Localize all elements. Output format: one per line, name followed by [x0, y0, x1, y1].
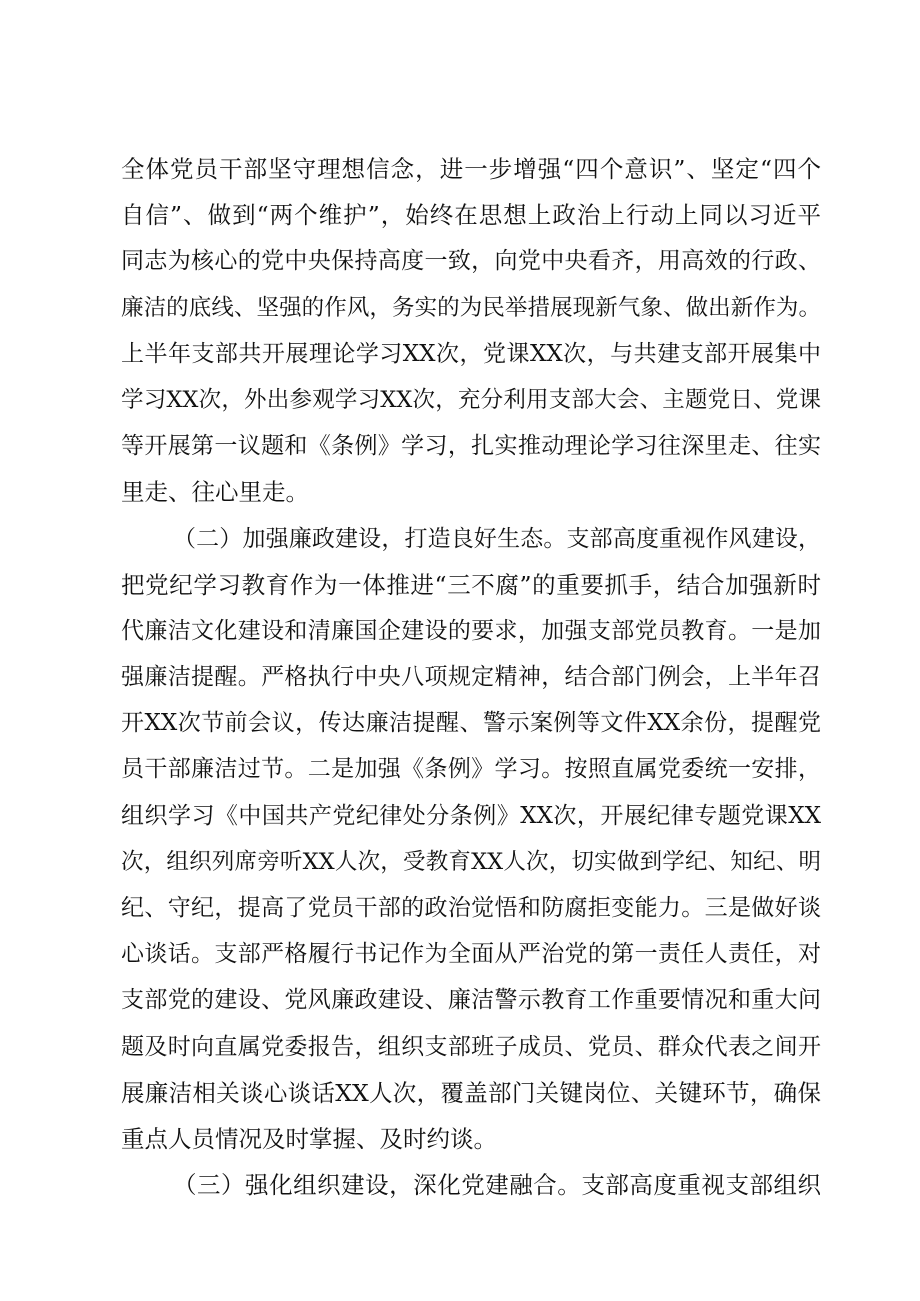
text-line: 心谈话。支部严格履行书记作为全面从严治党的第一责任人责任，对 — [121, 941, 821, 968]
document-body — [121, 146, 821, 1208]
text-line: 支部党的建设、党风廉政建设、廉洁警示教育工作重要情况和重大问 — [121, 987, 821, 1014]
text-line: 重点人员情况及时掌握、及时约谈。 — [121, 1124, 497, 1153]
text-line: 同志为核心的党中央保持高度一致，向党中央看齐，用高效的行政、 — [121, 248, 821, 275]
text-line: 代廉洁文化建设和清廉国企建设的要求，加强支部党员教育。一是加 — [121, 617, 821, 644]
text-line: 组织学习《中国共产党纪律处分条例》XX次，开展纪律专题党课XX — [121, 802, 821, 829]
text-line: 强廉洁提醒。严格执行中央八项规定精神，结合部门例会，上半年召 — [121, 664, 821, 691]
text-line: （三）强化组织建设，深化党建融合。支部高度重视支部组织 — [173, 1171, 821, 1200]
text-line: 等开展第一议题和《条例》学习，扎实推动理论学习往深里走、往实 — [121, 433, 821, 460]
text-line: 开XX次节前会议，传达廉洁提醒、警示案例等文件XX余份，提醒党 — [121, 710, 821, 737]
text-line: 题及时向直属党委报告，组织支部班子成员、党员、群众代表之间开 — [121, 1033, 821, 1060]
text-line: 把党纪学习教育作为一体推进“三不腐”的重要抓手，结合加强新时 — [121, 570, 821, 599]
text-line: 展廉洁相关谈心谈话XX人次，覆盖部门关键岗位、关键环节，确保 — [121, 1078, 821, 1107]
text-line: 全体党员干部坚守理想信念，进一步增强“四个意识”、坚定“四个 — [121, 155, 821, 183]
text-line: 上半年支部共开展理论学习XX次，党课XX次，与共建支部开展集中 — [121, 340, 821, 367]
text-line: 纪、守纪，提高了党员干部的政治觉悟和防腐拒变能力。三是做好谈 — [121, 895, 821, 921]
text-line: （二）加强廉政建设，打造良好生态。支部高度重视作风建设， — [173, 525, 821, 552]
text-line: 员干部廉洁过节。二是加强《条例》学习。按照直属党委统一安排， — [121, 756, 821, 783]
text-line: 里走、往心里走。 — [121, 478, 309, 507]
text-line: 学习XX次，外出参观学习XX次，充分利用支部大会、主题党日、党课 — [121, 386, 821, 413]
text-line: 自信”、做到“两个维护”，始终在思想上政治上行动上同以习近平 — [121, 201, 821, 230]
text-line: 次，组织列席旁听XX人次，受教育XX人次，切实做到学纪、知纪、明 — [121, 848, 821, 875]
text-line: 廉洁的底线、坚强的作风，务实的为民举措展现新气象、做出新作为。 — [121, 294, 821, 321]
